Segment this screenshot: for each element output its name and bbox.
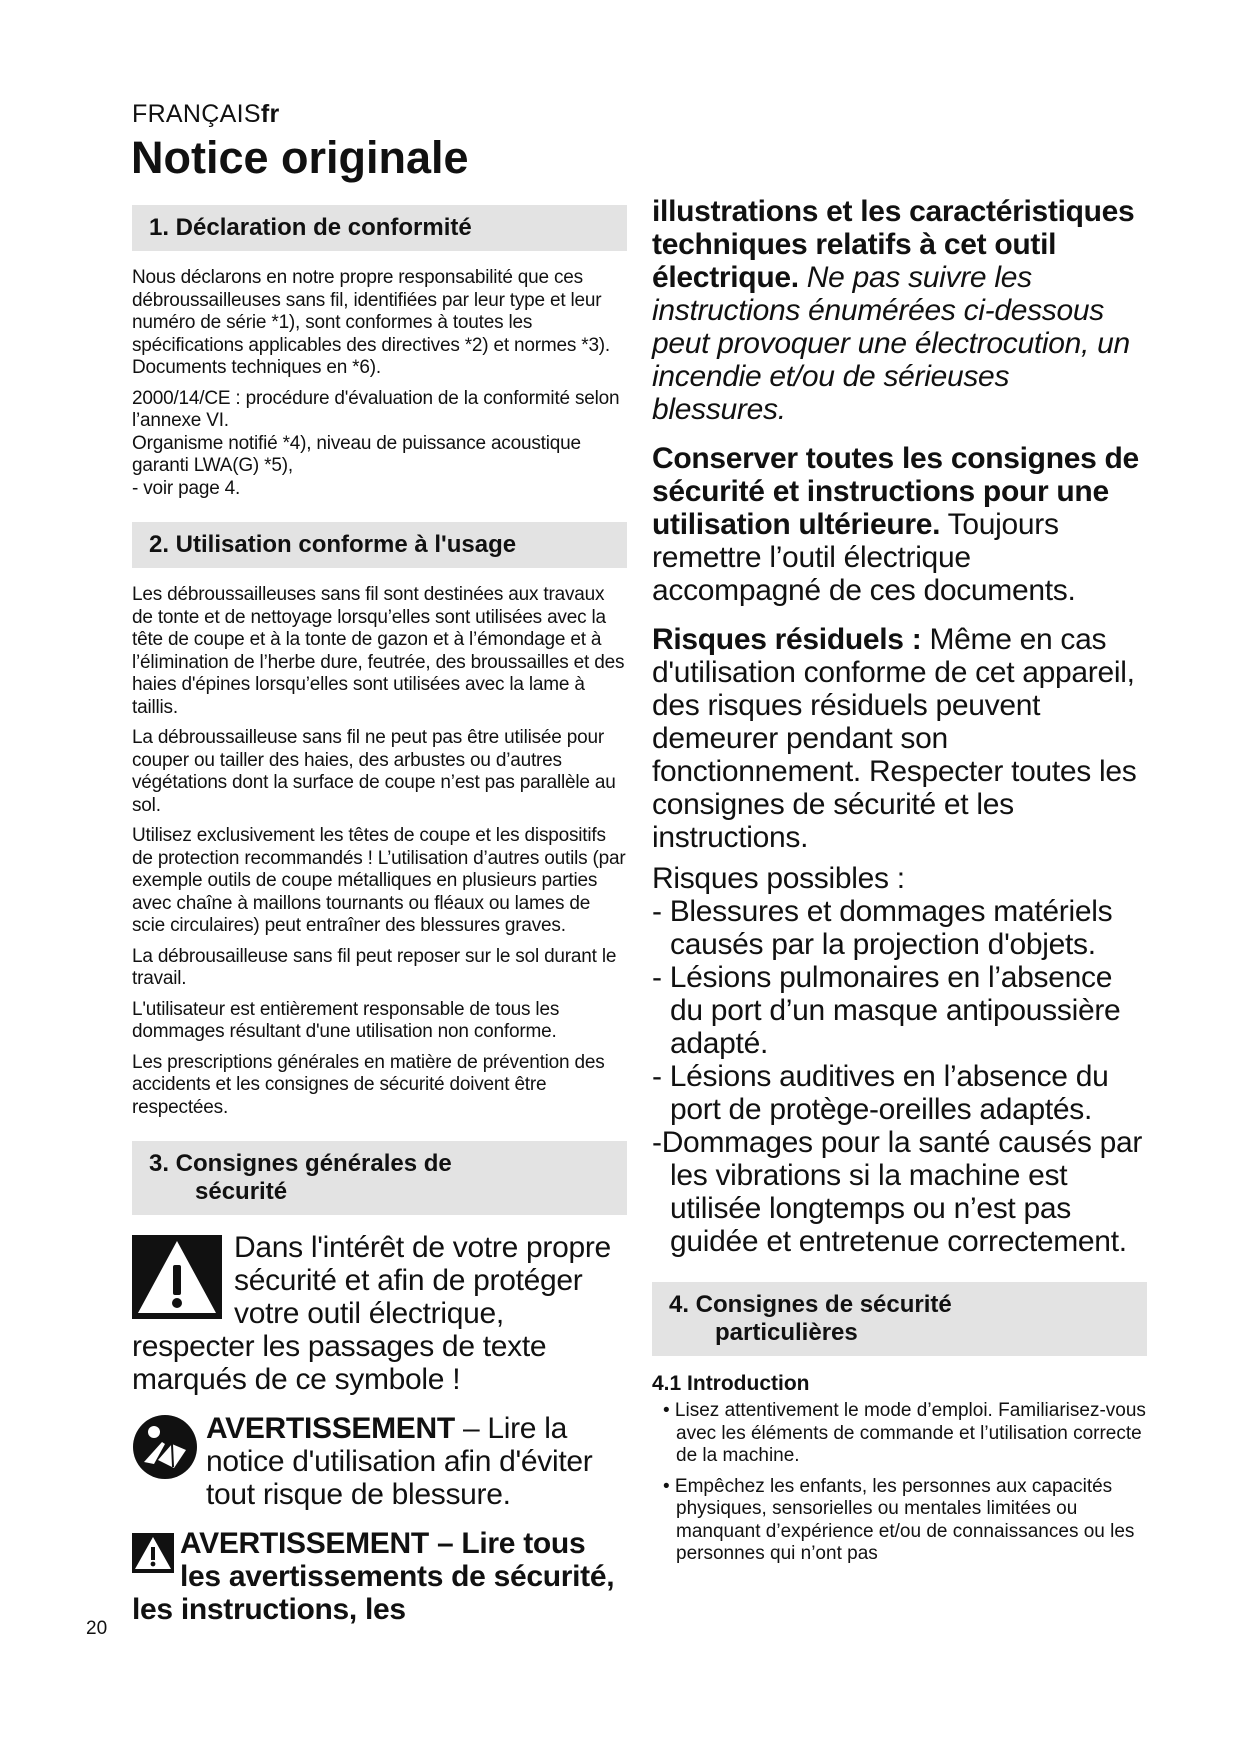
warning-triangle-icon	[132, 1235, 222, 1319]
continuation-bold: illustrations et les caractéristiques techniques relatifs à cet outil électrique.	[652, 195, 1135, 294]
list-item: - Lésions pulmonaires en l’absence du port d’un masque antipoussière adapté.	[652, 961, 1121, 1060]
section-3-heading-line-1: 3. Consignes générales de	[149, 1150, 452, 1177]
residual-risks-bold: Risques résiduels :	[652, 623, 922, 656]
section-1-paragraph-4: - voir page 4.	[132, 477, 241, 499]
list-item: -Dommages pour la santé causés par les vibrations si la machine est utilisée longtemps ou n’est pas guidée et entretenue correctement.	[652, 1126, 1143, 1258]
safety-symbol-text: Dans l'intérêt de votre propre sécurité et afin de protéger votre outil électrique, respecter les passages de texte marqués de ce symbole !	[132, 1231, 611, 1396]
warning-read-all	[132, 1527, 627, 1626]
page-title: Notice originale	[131, 132, 469, 183]
residual-risks-text: Même en cas d'utilisation conforme de cet appareil, des risques résiduels peuvent demeurer pendant son fonctionnement. Respecter toutes les consignes de sécurité et les instructions.	[652, 623, 1137, 854]
list-item: • Lisez attentivement le mode d’emploi. Familiarisez-vous avec les éléments de commande et l’utilisation correcte de la machine.	[663, 1400, 1146, 1466]
possible-risks-list	[652, 862, 1147, 1258]
section-4-1-title: 4.1 Introduction	[652, 1372, 810, 1395]
section-2-paragraph-6: Les prescriptions générales en matière de prévention des accidents et les consignes de sécurité doivent être respectées.	[132, 1051, 605, 1118]
section-2-paragraph-2: La débroussailleuse sans fil ne peut pas être utilisée pour couper ou tailler des haies, des arbustes ou d’autres végétations dont la surface de coupe n’est pas parallèle au sol.	[132, 727, 616, 816]
section-1-heading: 1. Déclaration de conformité	[132, 205, 627, 251]
section-1-paragraph-1: Nous déclarons en notre propre responsabilité que ces débroussailleuses sans fil, identifiées par leur type et leur numéro de série *1), sont conformes à toutes les spécifications applicables des directives *2) et normes *3). Documents techniques en *6).	[132, 267, 611, 378]
language-label: FRANÇAISfr	[132, 100, 280, 128]
section-2-paragraph-5: L'utilisateur est entièrement responsable de tous les dommages résultant d'une utilisation non conforme.	[132, 998, 560, 1042]
section-1-paragraph-3: Organisme notifié *4), niveau de puissance acoustique garanti LWA(G) *5),	[132, 432, 581, 476]
section-2-paragraph-3: Utilisez exclusivement les têtes de coupe et les dispositifs de protection recommandés ! L’utilisation d’autres outils (par exemple outils de coupe métalliques en plusieurs parties avec chaîne à maillons tournants ou fléaux ou lames de scie circulaires) peut entraîner des blessures graves.	[132, 825, 626, 936]
warning-1-text: – Lire la notice d'utilisation afin d'éviter tout risque de blessure.	[206, 1412, 593, 1511]
section-3-heading	[132, 1141, 627, 1215]
keep-instructions-text: Toujours remettre l’outil électrique accompagné de ces documents.	[652, 508, 1076, 607]
left-column	[132, 205, 627, 1626]
section-4-heading-line-2: particulières	[715, 1319, 858, 1346]
continuation-italic: Ne pas suivre les instructions énumérées ci-dessous peut provoquer une électrocution, un incendie et/ou de sérieuses blessures.	[652, 261, 1130, 426]
safety-symbol-block	[132, 1231, 627, 1396]
section-4-heading-line-1: 4. Consignes de sécurité	[669, 1291, 952, 1318]
section-2-paragraph-1: Les débroussailleuses sans fil sont destinées aux travaux de tonte et de nettoyage lorsqu’elles sont utilisées avec la tête de coupe et à la tonte de gazon et à l’émondage et à l’élimination de l’herbe dure, feutrée, des broussailles et des haies d'épines lorsqu’elles sont utilisées avec la lame à taillis.	[132, 584, 625, 718]
possible-risks-title: Risques possibles :	[652, 862, 905, 895]
read-manual-icon	[132, 1414, 198, 1480]
list-item: • Empêchez les enfants, les personnes aux capacités physiques, sensorielles ou mentales limitées ou manquant d’expérience et/ou de connaissances ou les personnes qui n’ont pas	[663, 1475, 1135, 1564]
language-code: fr	[260, 100, 280, 128]
warning-read-manual	[132, 1412, 627, 1511]
warning-triangle-small-icon	[132, 1533, 174, 1573]
list-item: - Lésions auditives en l’absence du port de protège-oreilles adaptés.	[652, 1060, 1109, 1126]
section-1-paragraph-2: 2000/14/CE : procédure d'évaluation de la conformité selon l’annexe VI.	[132, 387, 620, 431]
right-column	[652, 195, 1147, 1574]
warning-2-text: AVERTISSEMENT – Lire tous les avertissements de sécurité, les instructions, les	[132, 1527, 615, 1626]
section-3-heading-line-2: sécurité	[195, 1178, 288, 1205]
keep-instructions-bold: Conserver toutes les consignes de sécurité et instructions pour une utilisation ultérieure.	[652, 442, 1139, 541]
section-4-heading	[652, 1282, 1147, 1356]
section-2-paragraph-4: La débrousailleuse sans fil peut reposer sur le sol durant le travail.	[132, 945, 617, 989]
list-item: - Blessures et dommages matériels causés par la projection d'objets.	[652, 895, 1113, 961]
page-number: 20	[86, 1618, 108, 1639]
warning-1-bold: AVERTISSEMENT	[206, 1412, 455, 1445]
section-2-heading: 2. Utilisation conforme à l'usage	[132, 522, 627, 568]
